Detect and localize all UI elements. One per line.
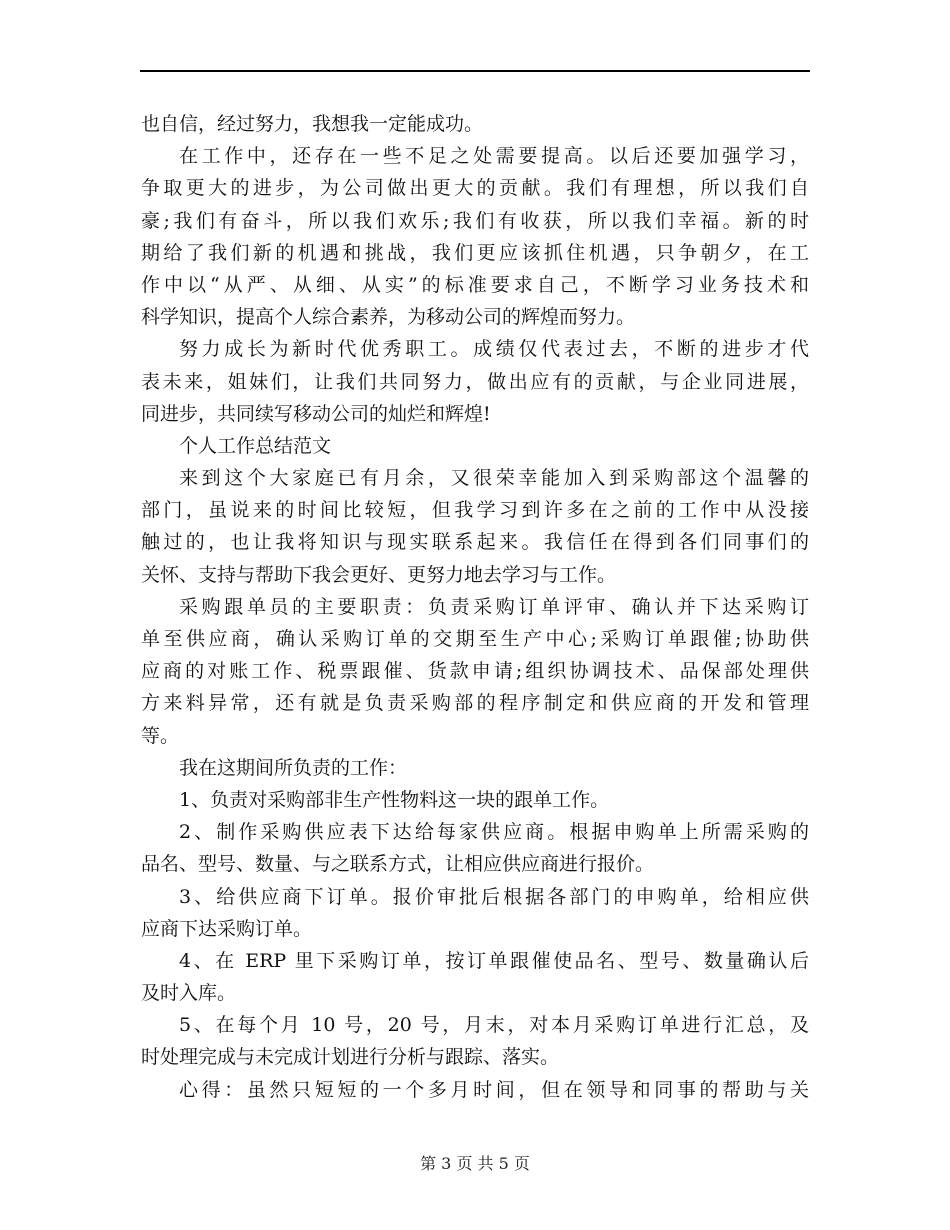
- text-line: 应商下达采购订单。: [141, 917, 313, 940]
- text-line: 来到这个大家庭已有月余，又很荣幸能加入到采购部这个温馨的: [179, 467, 809, 490]
- text-line: 及时入库。: [141, 982, 237, 1005]
- text-line: 科学知识，提高个人综合素养，为移动公司的辉煌而努力。: [141, 306, 636, 329]
- text-line: 作中以“从严、从细、从实”的标准要求自己，不断学习业务技术和: [141, 273, 809, 296]
- text-line: 争取更大的进步，为公司做出更大的贡献。我们有理想，所以我们自: [141, 177, 809, 200]
- page-footer: [0, 1152, 950, 1176]
- text-line: 期给了我们新的机遇和挑战，我们更应该抓住机遇，只争朝夕，在工: [141, 241, 809, 264]
- text-line: 触过的，也让我将知识与现实联系起来。我信任在得到各们同事们的: [141, 531, 809, 554]
- text-line: 我在这期间所负责的工作：: [179, 756, 408, 779]
- text-line: 豪;我们有奋斗，所以我们欢乐;我们有收获，所以我们幸福。新的时: [141, 209, 809, 232]
- text-line: 品名、型号、数量、与之联系方式，让相应供应商进行报价。: [141, 853, 655, 876]
- text-line: 时处理完成与未完成计划进行分析与跟踪、落实。: [141, 1046, 560, 1069]
- text-line: 心得：虽然只短短的一个多月时间，但在领导和同事的帮助与关: [179, 1078, 809, 1101]
- text-line: 表未来，姐妹们，让我们共同努力，做出应有的贡献，与企业同进展，: [141, 370, 809, 393]
- text-line: 应商的对账工作、税票跟催、货款申请;组织协调技术、品保部处理供: [141, 660, 809, 683]
- text-line: 等。: [141, 724, 180, 747]
- text-line: 5、在每个月 10 号，20 号，月末，对本月采购订单进行汇总，及: [179, 1014, 809, 1037]
- text-line: 3、给供应商下订单。报价审批后根据各部门的申购单，给相应供: [179, 885, 809, 908]
- text-line: 部门，虽说来的时间比较短，但我学习到许多在之前的工作中从没接: [141, 499, 809, 522]
- text-line: 单至供应商，确认采购订单的交期至生产中心;采购订单跟催;协助供: [141, 628, 809, 650]
- page-number-label: 第 3 页 共 5 页: [420, 1154, 530, 1173]
- text-line: 4、在 ERP 里下采购订单，按订单跟催使品名、型号、数量确认后: [179, 949, 809, 972]
- text-line: 2、制作采购供应表下达给每家供应商。根据申购单上所需采购的: [179, 821, 809, 844]
- text-line: 个人工作总结范文: [179, 434, 332, 457]
- header-rule: [140, 70, 810, 72]
- text-line: 采购跟单员的主要职责：负责采购订单评审、确认并下达采购订: [179, 595, 809, 618]
- document-body: [141, 108, 809, 1106]
- text-line: 关怀、支持与帮助下我会更好、更努力地去学习与工作。: [141, 563, 617, 586]
- text-line: 在工作中，还存在一些不足之处需要提高。以后还要加强学习，: [179, 145, 809, 168]
- text-line: 1、负责对采购部非生产性物料这一块的跟单工作。: [179, 788, 610, 811]
- text-line: 同进步，共同续写移动公司的灿烂和辉煌!: [141, 402, 491, 425]
- text-line: 方来料异常，还有就是负责采购部的程序制定和供应商的开发和管理: [141, 692, 809, 715]
- text-line: 努力成长为新时代优秀职工。成绩仅代表过去，不断的进步才代: [179, 338, 809, 361]
- text-line: 也自信，经过努力，我想我一定能成功。: [141, 113, 484, 135]
